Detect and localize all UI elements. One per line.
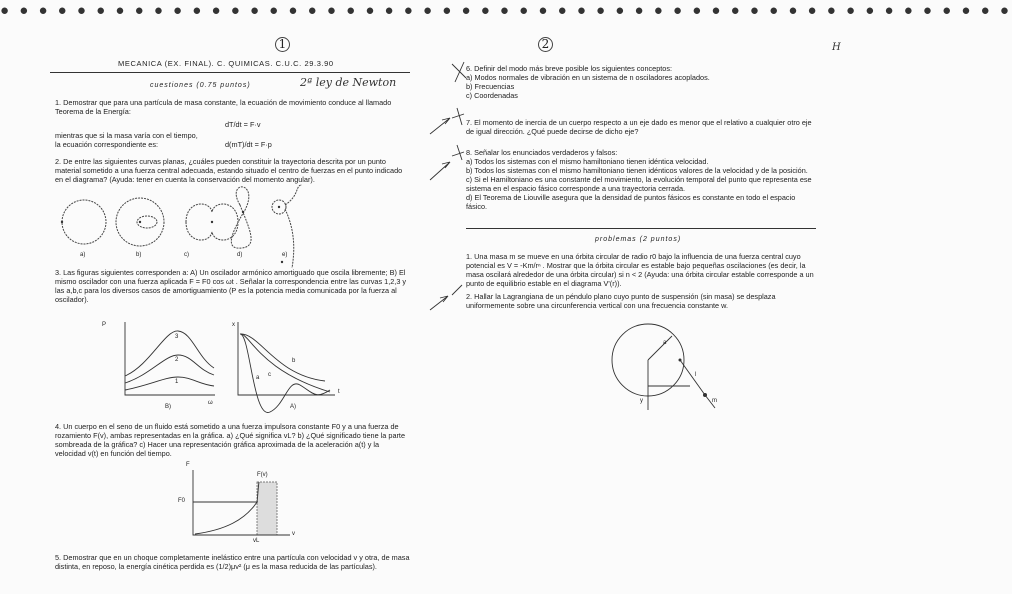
question-8-item-b: b) Todos los sistemas con el mismo hamiltoniano tienen idénticos valores de la velocidad y de la posición.: [466, 166, 808, 175]
fig-a-caption: A): [290, 404, 296, 410]
binding-holes-strip: ● ● ● ● ● ● ● ● ● ● ● ● ● ● ● ● ● ● ● ● ● ● ● ● ● ● ● ● ● ● ● ● ● ● ● ● ● ● ● ● ● ● ● ● ● ● ● ● ● ● ● ● ●: [0, 2, 1012, 19]
question-2: 2. De entre las siguientes curvas planas, ¿cuáles pueden constituir la trayectoria descrita por un punto material sometido a una fuerza central adecuada, estando situado el centro de fuerzas en el punto indicado en el diagrama? (Ayuda: tener en cuenta la conservación del momento angular).: [55, 157, 403, 184]
section-cuestiones: cuestiones (0.75 puntos): [150, 82, 251, 89]
section-problemas: problemas (2 puntos): [595, 236, 682, 243]
pendulum-label-a: a: [663, 340, 667, 346]
fig-a-ylabel: x: [232, 322, 235, 328]
equation-1: dT/dt = F·v: [225, 120, 261, 129]
curve-label-a: a: [256, 375, 260, 381]
pendulum-label-m: m: [712, 398, 717, 404]
fig-b-caption: B): [165, 404, 171, 410]
pendulum-label-y: y: [640, 398, 643, 404]
curve-label-3: 3: [175, 334, 179, 340]
label-d: d): [237, 252, 243, 258]
problem-2: 2. Hallar la Lagrangiana de un péndulo plano cuyo punto de suspensión (sin masa) se desplaza uniformemente sobre una circunferencia vertical con una frecuencia constante w.: [466, 292, 776, 310]
question-6: 6. Definir del modo más breve posible los siguientes conceptos:: [466, 64, 673, 73]
fig-limit-label: vL: [253, 538, 260, 544]
corner-note: H: [832, 42, 841, 53]
fig-ylabel: F: [186, 462, 190, 468]
curve-label-1: 1: [175, 379, 179, 385]
question-8: 8. Señalar los enunciados verdaderos y falsos:: [466, 148, 618, 157]
page-number: 2: [538, 37, 553, 52]
curve-label-b: b: [292, 358, 296, 364]
question-8-item-a: a) Todos los sistemas con el mismo hamiltoniano tienen idéntica velocidad.: [466, 157, 709, 166]
problem-1: 1. Una masa m se mueve en una órbita circular de radio r0 bajo la influencia de una fuerza central cuyo potencial es V = -Km/rⁿ . Mostrar que la órbita circular es estable bajo pequeñas oscilaciones (es decir, la masa oscilará alrededor de una órbita circular) si n < 2 (Ayuda: una órbita circular estable corresponde a un punto de equilibrio estable en el diagrama V'(r)).: [466, 252, 814, 288]
curve-label-2: 2: [175, 357, 179, 363]
question-5: 5. Demostrar que en un choque completamente inelástico entre una partícula con velocidad v y otra, de masa distinta, en reposo, la energía cinética perdida es (1/2)μv² (μ es la masa reducida de las partículas).: [55, 553, 410, 571]
fig-level-label: F0: [178, 498, 186, 504]
question-6-item-b: b) Frecuencias: [466, 82, 515, 91]
exam-title: MECANICA (EX. FINAL). C. QUIMICAS. C.U.C. 29.3.90: [118, 59, 334, 68]
equation-2: d(mT)/dt = F·p: [225, 140, 272, 149]
question-8-item-c: c) Si el Hamiltoniano es una constante del movimiento, la evolución temporal del punto que representa ese sistema en el espacio fásico corresponde a una trayectoria cerrada.: [466, 175, 812, 193]
pendulum-label-l: l: [695, 372, 697, 378]
page-number: 1: [275, 37, 290, 52]
fig-b-ylabel: P: [102, 322, 107, 328]
question-3: 3. Las figuras siguientes corresponden a: A) Un oscilador armónico amortiguado que oscila libremente; B) El mismo oscilador con una fuerza aplicada F = F0 cos ωt . Señalar la correspondencia entre las curvas 1,2,3 y las a,b,c para los diversos casos de amortiguamiento (P es la potencia media comunicada por la fuerza al oscilador).: [55, 268, 407, 304]
question-7: 7. El momento de inercia de un cuerpo respecto a un eje dado es menor que el relativo a cualquier otro eje de igual dirección. ¿Qué puede decirse de dicho eje?: [466, 118, 812, 136]
question-6-item-c: c) Coordenadas: [466, 91, 518, 100]
question-1-cont: mientras que si la masa varía con el tiempo, la ecuación correspondiente es:: [55, 131, 198, 149]
fig-b-xlabel: ω: [208, 400, 213, 406]
label-c: c): [184, 252, 189, 258]
label-e: e): [282, 252, 288, 258]
fig-curve-label: F(v): [257, 472, 268, 478]
curve-label-c: c: [268, 372, 271, 378]
fig-a-xlabel: t: [338, 389, 340, 395]
fig-xlabel: v: [292, 531, 295, 537]
handwritten-note: 2ª ley de Newton: [300, 76, 397, 89]
question-4: 4. Un cuerpo en el seno de un fluido está sometido a una fuerza impulsora constante F0 y a una fuerza de rozamiento F(v), ambas representadas en la gráfica. a) ¿Qué significa vL? b) ¿Qué significado tiene la parte sombreada de la gráfica? c) Hacer una representación gráfica aproximada de la aceleración a(t) y la velocidad v(t) en función del tiempo.: [55, 422, 406, 458]
question-8-item-d: d) El Teorema de Liouville asegura que la densidad de puntos fásicos es constante en todo el espacio fásico.: [466, 193, 796, 211]
label-b: b): [136, 252, 142, 258]
label-a: a): [80, 252, 86, 258]
question-6-item-a: a) Modos normales de vibración en un sistema de n osciladores acoplados.: [466, 73, 710, 82]
question-1: 1. Demostrar que para una partícula de masa constante, la ecuación de movimiento conduce al llamado Teorema de la Energía:: [55, 98, 392, 116]
